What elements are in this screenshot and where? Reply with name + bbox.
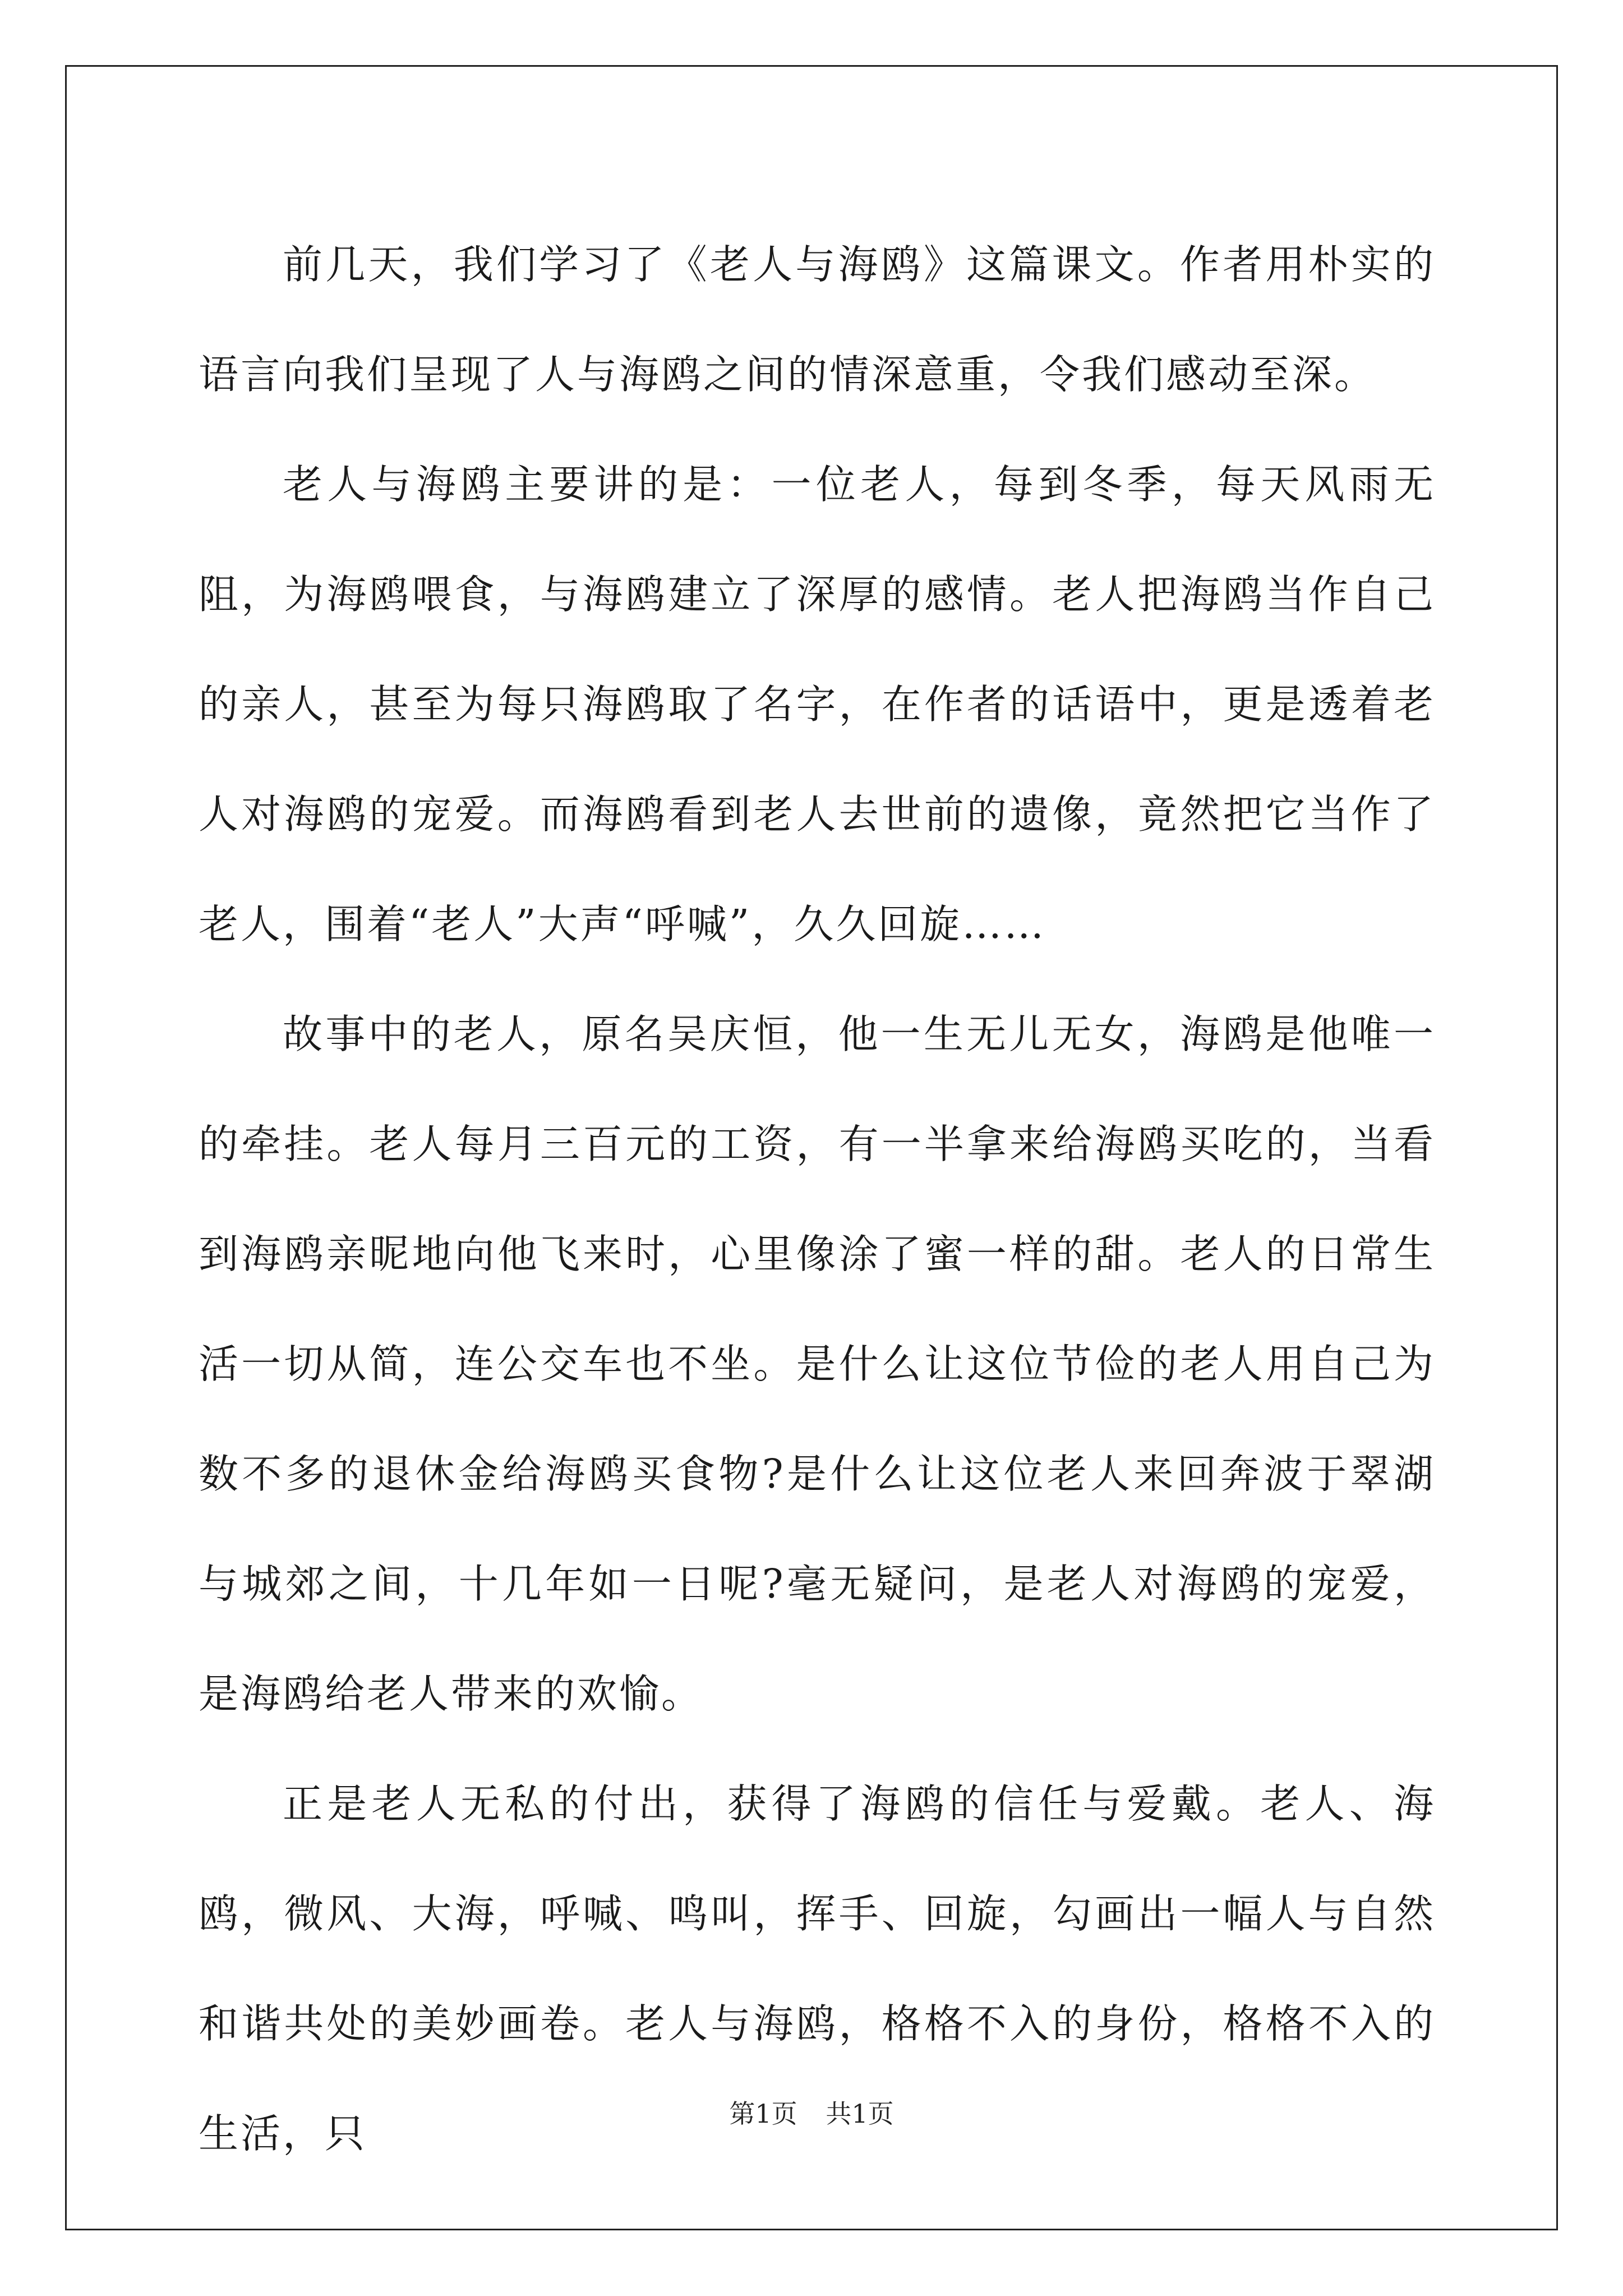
page-footer [0, 2097, 1623, 2131]
paragraph-4: 正是老人无私的付出，获得了海鸥的信任与爱戴。老人、海鸥，微风、大海，呼喊、鸣叫，挥手、回旋，勾画出一幅人与自然和谐共处的美妙画卷。老人与海鸥，格格不入的身份，格格不入的生活，只 [199, 1780, 1436, 2157]
paragraph-2: 老人与海鸥主要讲的是：一位老人，每到冬季，每天风雨无阻，为海鸥喂食，与海鸥建立了深厚的感情。老人把海鸥当作自己的亲人，甚至为每只海鸥取了名字，在作者的话语中，更是透着老人对海鸥的宠爱。而海鸥看到老人去世前的遗像，竟然把它当作了老人，围着“老人”大声“呼喊”，久久回旋…… [199, 461, 1436, 947]
paragraph-3: 故事中的老人，原名吴庆恒，他一生无儿无女，海鸥是他唯一的牵挂。老人每月三百元的工资，有一半拿来给海鸥买吃的，当看到海鸥亲昵地向他飞来时，心里像涂了蜜一样的甜。老人的日常生活一切从简，连公交车也不坐。是什么让这位节俭的老人用自己为数不多的退休金给海鸥买食物?是什么让这位老人来回奔波于翠湖与城郊之间，十几年如一日呢?毫无疑问，是老人对海鸥的宠爱，是海鸥给老人带来的欢愉。 [199, 1011, 1436, 1717]
paragraph-1: 前几天，我们学习了《老人与海鸥》这篇课文。作者用朴实的语言向我们呈现了人与海鸥之间的情深意重，令我们感动至深。 [199, 241, 1436, 398]
document-body [199, 210, 1436, 2189]
page-number-current: 第1页 [729, 2099, 797, 2129]
page-number-total: 共1页 [826, 2099, 894, 2129]
